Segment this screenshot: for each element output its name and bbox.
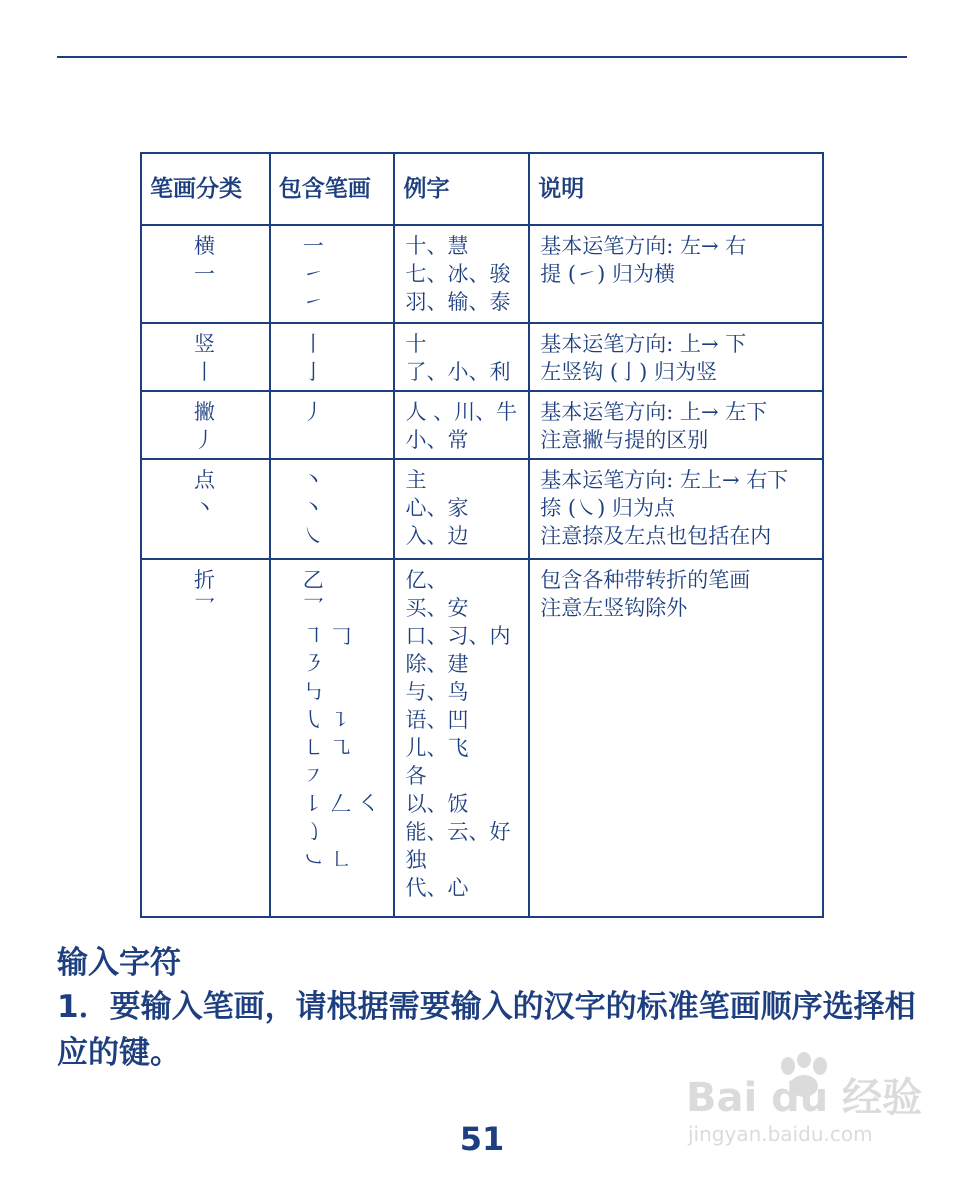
cell-description (529, 323, 823, 391)
cell-strokes (270, 559, 395, 917)
cell-examples (394, 225, 529, 323)
cell-category-line: 横 (194, 234, 215, 258)
cell-description (529, 225, 823, 323)
cell-strokes-line: 亅 (302, 360, 324, 384)
cell-category-line: 撇 (194, 400, 215, 424)
cell-strokes-line: 乛 (302, 596, 324, 620)
cell-examples-line: 十 (405, 332, 427, 356)
cell-category-line: 一 (194, 262, 215, 286)
cell-strokes-line: ㇃ ㇗ (302, 848, 352, 872)
header-included-strokes: 包含笔画 (270, 153, 395, 225)
cell-examples-line: 羽、输、泰 (405, 290, 511, 314)
cell-examples-line: 入、边 (405, 524, 469, 548)
cell-category-line: 竖 (194, 332, 215, 356)
cell-category (141, 225, 270, 323)
cell-strokes-line: 丶 (302, 468, 324, 492)
table-row (141, 225, 823, 323)
cell-category (141, 559, 270, 917)
cell-examples-line: 七、冰、骏 (405, 262, 511, 286)
cell-category (141, 459, 270, 559)
cell-strokes (270, 459, 395, 559)
cell-description-line: 左竖钩 (亅) 归为竖 (540, 360, 717, 384)
cell-category-line: 丨 (194, 360, 215, 384)
cell-examples-line: 口、习、内 (405, 624, 511, 648)
watermark-brand: Bai du 经验 (686, 1075, 923, 1121)
cell-category (141, 391, 270, 459)
cell-examples-line: 亿、 (405, 568, 448, 592)
cell-category (141, 323, 270, 391)
table-row (141, 323, 823, 391)
cell-examples-line: 与、鸟 (405, 680, 469, 704)
cell-examples-line: 买、安 (405, 596, 469, 620)
cell-strokes (270, 225, 395, 323)
cell-description-line: 基本运笔方向: 上→ 下 (540, 332, 747, 356)
cell-strokes-line: ㇂ ㇊ (302, 708, 352, 732)
header-example-characters: 例字 (394, 153, 529, 225)
cell-strokes-line: ㇀ (302, 290, 324, 314)
header-stroke-category: 笔画分类 (141, 153, 270, 225)
cell-examples (394, 323, 529, 391)
cell-description-line: 注意左竖钩除外 (540, 596, 688, 620)
cell-description (529, 459, 823, 559)
page-number: 51 (459, 1120, 505, 1158)
cell-examples-line: 儿、飞 (405, 736, 469, 760)
cell-examples-line: 了、小、利 (405, 360, 511, 384)
header-description: 说明 (529, 153, 823, 225)
cell-description-line: 基本运笔方向: 左上→ 右下 (540, 468, 789, 492)
cell-strokes-line: ㇋ (302, 652, 324, 676)
cell-strokes (270, 323, 395, 391)
cell-category-line: 折 (194, 568, 215, 592)
cell-strokes (270, 391, 395, 459)
cell-description-line: 基本运笔方向: 上→ 左下 (540, 400, 768, 424)
stroke-table (140, 152, 824, 918)
cell-description (529, 559, 823, 917)
cell-description-line: 注意捺及左点也包括在内 (540, 524, 772, 548)
instruction-paragraph: 1．要输入笔画，请根据需要输入的汉字的标准笔画顺序选择相应的键。 (57, 989, 916, 1071)
cell-strokes-line: 乙 (302, 568, 324, 592)
cell-examples-line: 能、云、好 (405, 820, 511, 844)
cell-category-line: 乛 (194, 596, 215, 620)
cell-strokes-line: 丶 (302, 496, 324, 520)
cell-description-line: 注意撇与提的区别 (540, 428, 709, 452)
cell-description-line: 提 (㇀) 归为横 (540, 262, 675, 286)
cell-category-line: 点 (194, 468, 215, 492)
cell-strokes-line: 丿 (302, 400, 324, 424)
cell-strokes-line: ㇉ (302, 680, 324, 704)
cell-examples-line: 各 (405, 764, 427, 788)
cell-examples-line: 以、饭 (405, 792, 469, 816)
cell-description (529, 391, 823, 459)
cell-examples (394, 559, 529, 917)
cell-examples-line: 小、常 (405, 428, 469, 452)
cell-examples (394, 459, 529, 559)
cell-strokes-line: ㇇ (302, 764, 324, 788)
table-row (141, 391, 823, 459)
cell-strokes-line: ㇕ 𠃌 (302, 624, 352, 648)
table-header-row (141, 153, 823, 225)
cell-examples-line: 语、凹 (405, 708, 469, 732)
cell-strokes-line: ㇙ 𠃋 ㇛ (302, 792, 380, 816)
cell-description-line: 包含各种带转折的笔画 (540, 568, 751, 592)
baidu-watermark (682, 1052, 923, 1152)
cell-strokes-line: ㇏ (302, 524, 324, 548)
cell-description-line: 基本运笔方向: 左→ 右 (540, 234, 747, 258)
cell-category-line: 丿 (194, 428, 215, 452)
table-row (141, 559, 823, 917)
cell-examples-line: 独 (405, 848, 427, 872)
cell-examples-line: 人 、川、牛 (405, 400, 518, 424)
cell-examples-line: 十、慧 (405, 234, 469, 258)
cell-strokes-line: 一 (302, 234, 324, 258)
table-row (141, 459, 823, 559)
cell-strokes-line: ㇀ (302, 262, 324, 286)
table-body (141, 225, 823, 917)
top-rule (57, 56, 907, 58)
section-heading: 输入字符 (57, 945, 181, 981)
cell-examples-line: 代、心 (405, 876, 469, 900)
watermark-url: jingyan.baidu.com (688, 1122, 873, 1146)
cell-examples-line: 主 (405, 468, 427, 492)
cell-examples (394, 391, 529, 459)
cell-strokes-line: ㇁ (302, 820, 324, 844)
cell-strokes-line: ㇄ ㇈ (302, 736, 352, 760)
cell-examples-line: 除、建 (405, 652, 469, 676)
cell-category-line: 丶 (194, 496, 215, 520)
cell-strokes-line: 丨 (302, 332, 324, 356)
cell-description-line: 捺 (㇏) 归为点 (540, 496, 675, 520)
cell-examples-line: 心、家 (405, 496, 469, 520)
